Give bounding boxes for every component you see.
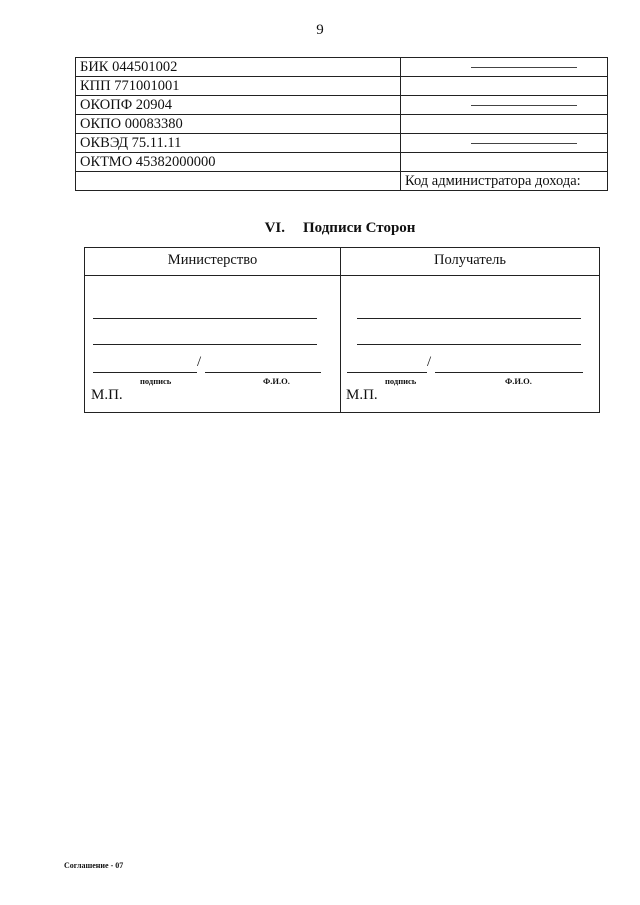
ministry-slash: / xyxy=(197,354,202,370)
recipient-header: Получатель xyxy=(434,252,506,268)
recipient-name-caption: Ф.И.О. xyxy=(505,376,532,386)
requisite-bik: БИК 044501002 xyxy=(76,58,401,77)
table-row xyxy=(76,96,608,115)
requisite-blank-cell xyxy=(401,96,608,115)
section-heading: Подписи Сторон xyxy=(302,220,416,236)
requisites-table xyxy=(75,57,608,191)
ministry-position-line xyxy=(93,318,317,319)
footer-document-code: Соглашение - 07 xyxy=(64,861,124,870)
requisite-empty-cell xyxy=(76,172,401,191)
page-number: 9 xyxy=(316,22,324,38)
ministry-stamp-label: М.П. xyxy=(91,387,123,403)
ministry-name-line xyxy=(205,372,321,373)
requisite-blank-cell xyxy=(401,77,608,96)
ministry-name-caption: Ф.И.О. xyxy=(263,376,290,386)
ministry-header: Министерство xyxy=(167,252,258,268)
requisite-blank-cell xyxy=(401,134,608,153)
ministry-signature-line xyxy=(93,372,197,373)
table-row xyxy=(76,115,608,134)
header-divider xyxy=(85,275,599,276)
ministry-organization-line xyxy=(93,344,317,345)
recipient-name-line xyxy=(435,372,583,373)
table-row xyxy=(76,172,608,191)
requisite-blank-cell xyxy=(401,58,608,77)
requisite-kpp: КПП 771001001 xyxy=(76,77,401,96)
recipient-position-line xyxy=(357,318,581,319)
section-number: VI. xyxy=(264,220,285,236)
signatures-block xyxy=(84,247,600,413)
section-title xyxy=(0,220,640,237)
recipient-organization-line xyxy=(357,344,581,345)
requisite-oktmo: ОКТМО 45382000000 xyxy=(76,153,401,172)
requisite-blank-cell xyxy=(401,153,608,172)
column-divider xyxy=(340,248,341,412)
table-row xyxy=(76,77,608,96)
table-row xyxy=(76,134,608,153)
recipient-stamp-label: М.П. xyxy=(346,387,378,403)
recipient-signature-line xyxy=(347,372,427,373)
requisite-blank-cell xyxy=(401,115,608,134)
recipient-slash: / xyxy=(427,354,432,370)
table-row xyxy=(76,153,608,172)
admin-code-label: Код администратора дохода: xyxy=(401,172,608,191)
requisite-okopf: ОКОПФ 20904 xyxy=(76,96,401,115)
requisite-okved: ОКВЭД 75.11.11 xyxy=(76,134,401,153)
requisite-okpo: ОКПО 00083380 xyxy=(76,115,401,134)
recipient-signature-caption: подпись xyxy=(385,376,417,386)
table-row xyxy=(76,58,608,77)
ministry-signature-caption: подпись xyxy=(140,376,172,386)
